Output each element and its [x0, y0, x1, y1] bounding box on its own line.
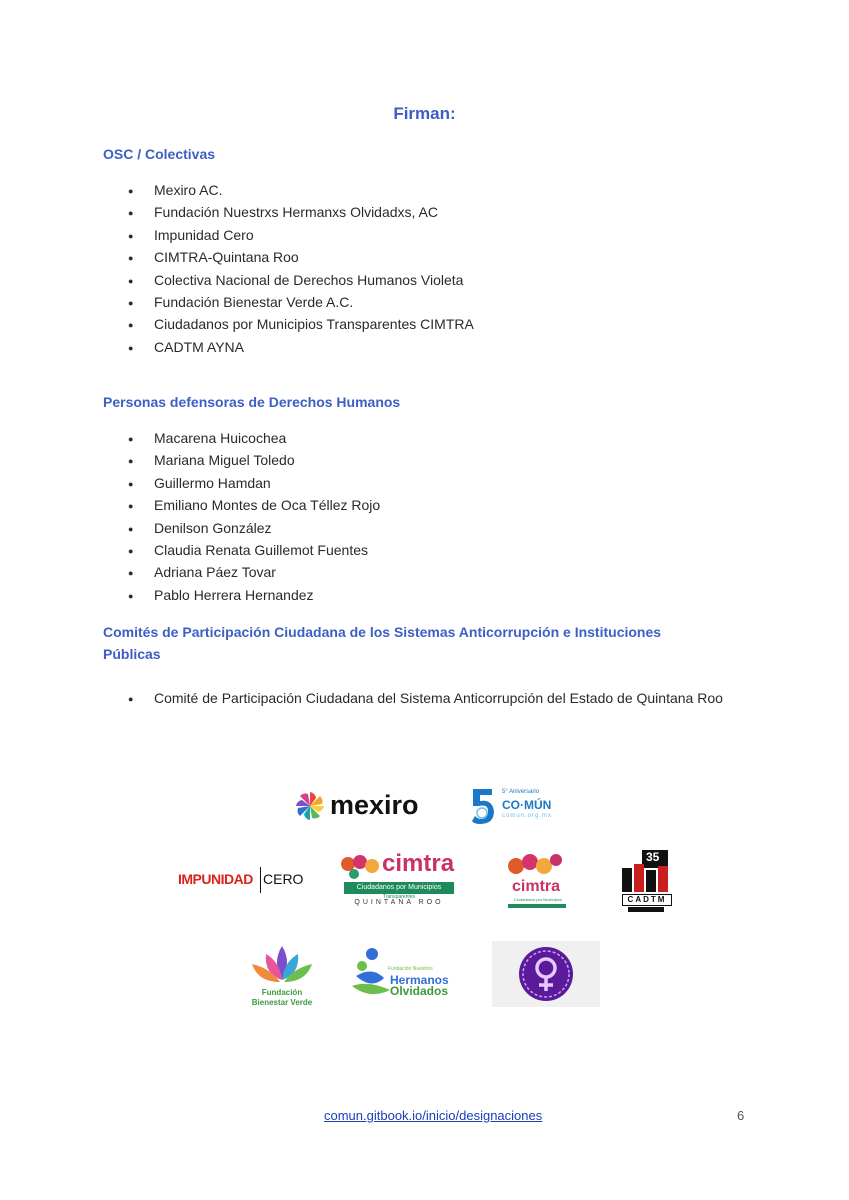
cimtra-quintana-roo-logo: [340, 852, 458, 908]
list-item: ● Mexiro AC.: [128, 179, 474, 201]
bullet-icon: ●: [128, 342, 134, 353]
comun-wordmark: CO·MÚN: [502, 798, 552, 812]
comun-anniversary: 5° Aniversario: [502, 789, 540, 795]
hermanos-small-text: Fundación Nuestros: [388, 966, 433, 972]
cimtra-small-subtitle: Ciudadanos por Municipios: [513, 897, 563, 902]
comun-logo: [470, 787, 560, 827]
list-item: ● Adriana Páez Tovar: [128, 561, 380, 583]
impunidad-cero-logo: [178, 865, 303, 895]
bullet-icon: ●: [128, 478, 134, 489]
hermanos-olvidados-logo: [350, 946, 460, 1002]
bullet-icon: ●: [128, 434, 134, 444]
bullet-icon: ●: [128, 230, 134, 241]
bullet-icon: ●: [128, 208, 134, 219]
list-item: ● Impunidad Cero: [128, 224, 474, 246]
bullet-icon: ●: [128, 694, 134, 704]
colectiva-violeta-logo: [492, 941, 600, 1007]
cadtm-logo: [620, 848, 672, 914]
section-heading-defensoras: Personas defensoras de Derechos Humanos: [103, 394, 401, 410]
bullet-icon: ●: [128, 545, 134, 556]
section-heading-osc: OSC / Colectivas: [103, 146, 216, 162]
cimtra-banner: [344, 882, 454, 894]
cimtra-small-banner: [508, 904, 566, 908]
impunidad-divider: [260, 867, 261, 893]
bullet-icon: ●: [128, 186, 134, 196]
bullet-icon: ●: [128, 568, 134, 579]
list-item: ● Denilson González: [128, 517, 380, 539]
cimtra-subtitle: Ciudadanos por Municipios: [356, 884, 442, 891]
cimtra-small-figures-icon: [506, 852, 566, 880]
cimtra-subtitle-2: Transparentes: [382, 894, 416, 900]
comun-url: comun.org.mx: [502, 813, 553, 819]
lotus-icon: [246, 942, 318, 986]
list-item: ● Macarena Huicochea: [128, 427, 380, 449]
bienestar-verde-logo: [246, 942, 318, 1008]
list-item: ● CIMTRA-Quintana Roo: [128, 246, 474, 268]
list-item: ● Pablo Herrera Hernandez: [128, 584, 380, 606]
cero-word: CERO: [263, 871, 304, 887]
mexiro-wordmark: mexiro: [330, 790, 419, 820]
list-item: ● Emiliano Montes de Oca Téllez Rojo: [128, 494, 380, 516]
list-item: ● Fundación Bienestar Verde A.C.: [128, 291, 474, 313]
cadtm-wordmark: CADTM: [627, 895, 667, 904]
list-item: ● Fundación Nuestrxs Hermanxs Olvidadxs, AC: [128, 201, 474, 223]
cimtra-small-wordmark: cimtra: [512, 878, 561, 895]
bullet-icon: ●: [128, 590, 134, 601]
mexiro-logo: [294, 788, 434, 824]
cadtm-footer-bar: [628, 907, 664, 912]
page-title: Firman:: [393, 104, 456, 123]
list-item: ● Ciudadanos por Municipios Transparentes CIMTRA: [128, 313, 474, 335]
bullet-icon: ●: [128, 253, 134, 264]
cimtra-figures-icon: [340, 854, 380, 880]
impunidad-word: IMPUNIDAD: [178, 871, 253, 887]
list-item: ● Claudia Renata Guillemot Fuentes: [128, 539, 380, 561]
cadtm-years: 35: [646, 850, 660, 864]
list-item: ● Guillermo Hamdan: [128, 472, 380, 494]
cadtm-nameplate: [622, 894, 672, 906]
comites-list: [128, 687, 723, 709]
hermanos-word-2: Olvidados: [390, 984, 449, 998]
list-item: ● Mariana Miguel Toledo: [128, 449, 380, 471]
bienestar-line-1: Fundación: [261, 988, 303, 997]
bienestar-line-2: Bienestar Verde: [251, 998, 313, 1007]
page-number: 6: [737, 1108, 745, 1123]
cimtra-region: QUINTANA ROO: [354, 899, 444, 906]
bullet-icon: ●: [128, 501, 134, 512]
section-heading-comites: Comités de Participación Ciudadana de los Sistemas Anticorrupción e Instituciones Públicas: [103, 624, 662, 662]
cimtra-logo: [506, 852, 568, 910]
bullet-icon: ●: [128, 275, 134, 286]
bullet-icon: ●: [128, 320, 134, 331]
bullet-icon: ●: [128, 456, 134, 467]
bullet-icon: ●: [128, 523, 134, 534]
list-item: ● Colectiva Nacional de Derechos Humanos Violeta: [128, 269, 474, 291]
list-item: ● Comité de Participación Ciudadana del Sistema Anticorrupción del Estado de Quintana Roo: [128, 687, 723, 709]
hermanos-figures-icon: [350, 946, 392, 1000]
bullet-icon: ●: [128, 297, 134, 308]
osc-list: [128, 179, 474, 358]
list-item: ● CADTM AYNA: [128, 336, 474, 358]
cimtra-wordmark: cimtra: [382, 850, 455, 877]
venus-symbol-icon: [492, 941, 600, 1007]
defensoras-list: [128, 427, 380, 606]
footer-link[interactable]: comun.gitbook.io/inicio/designaciones: [324, 1108, 543, 1123]
hermanos-word-1: Hermanos: [390, 973, 449, 987]
